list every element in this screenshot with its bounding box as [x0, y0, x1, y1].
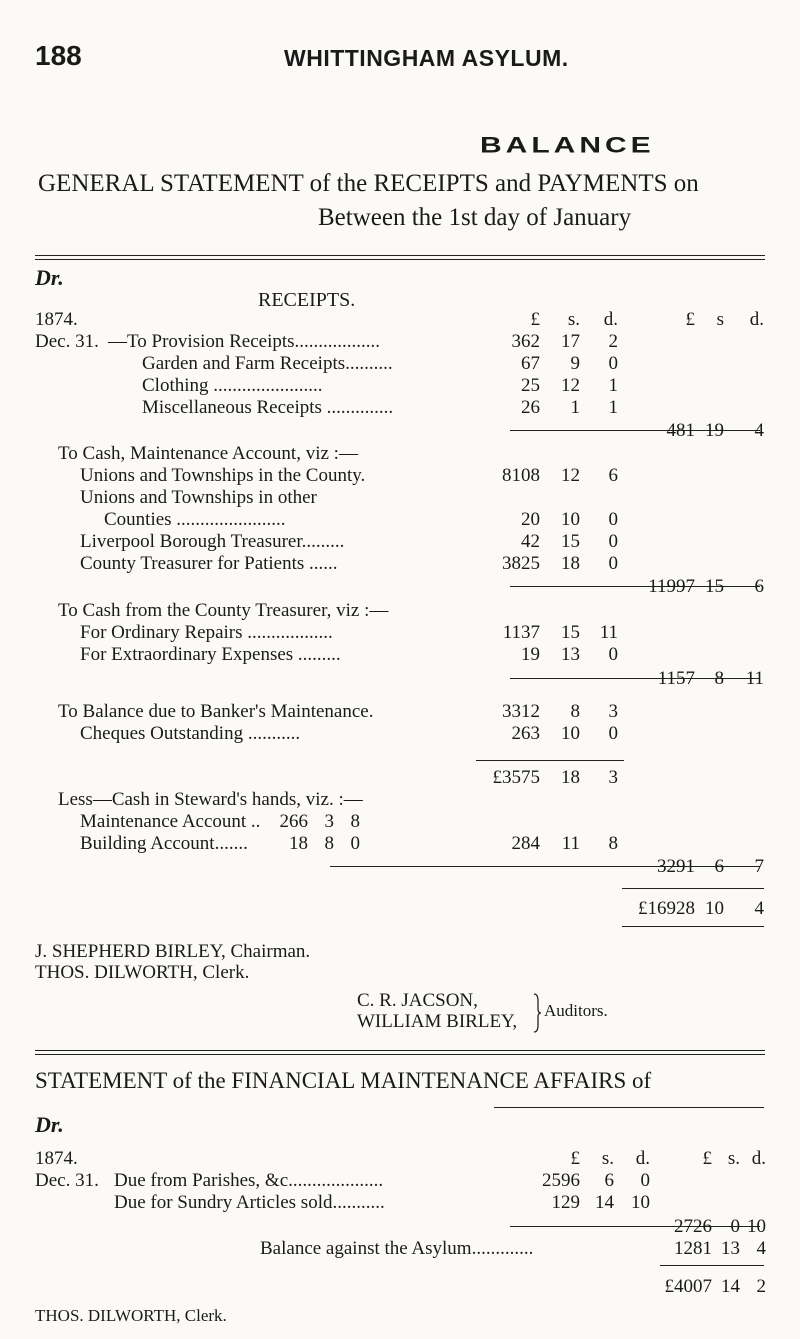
- rule: [622, 888, 764, 889]
- receipt-pence: 0: [608, 553, 618, 574]
- receipt-label: Cheques Outstanding ...........: [80, 723, 301, 744]
- receipt-label: County Treasurer for Patients ......: [80, 553, 338, 574]
- clerk-signature: THOS. DILWORTH, Clerk.: [35, 1306, 227, 1325]
- page-number: 188: [35, 40, 82, 71]
- col-pounds: £: [570, 1148, 580, 1169]
- receipt-pence: 2: [608, 331, 618, 352]
- statement-pence: 10: [631, 1192, 650, 1213]
- subtotal-pence: 10: [747, 1216, 766, 1237]
- auditors-label: Auditors.: [544, 1001, 608, 1020]
- col-pence: d.: [603, 309, 618, 330]
- less-total-pence: 8: [608, 833, 618, 854]
- section-rule: [35, 1050, 765, 1055]
- dr-label: Dr.: [35, 265, 64, 290]
- receipt-pence: 0: [608, 644, 618, 665]
- col-total-shillings: s.: [727, 1148, 740, 1169]
- total-pounds: 11997: [648, 576, 695, 597]
- col-shillings: s.: [567, 309, 580, 330]
- subtotal-pounds: £3575: [492, 767, 540, 788]
- receipt-shillings: 12: [561, 465, 580, 486]
- balance-title: BALANCE: [480, 133, 655, 158]
- less-pence: 0: [350, 833, 360, 854]
- receipt-pence: 0: [608, 723, 618, 744]
- col-total-pounds: £: [685, 309, 695, 330]
- running-head: WHITTINGHAM ASYLUM.: [284, 45, 569, 71]
- receipt-pounds: 8108: [502, 465, 540, 486]
- receipt-pounds: 19: [521, 644, 540, 665]
- title-rule: [35, 255, 765, 260]
- receipt-pounds: 263: [511, 723, 540, 744]
- title-line-2: Between the 1st day of January: [318, 204, 632, 231]
- statement-shillings: 14: [595, 1192, 614, 1213]
- total-pence: 4: [754, 420, 764, 441]
- receipt-pounds: 362: [511, 331, 540, 352]
- statement-heading: STATEMENT of the FINANCIAL MAINTENANCE AFFAIRS of: [35, 1068, 652, 1093]
- receipt-label: For Extraordinary Expenses .........: [80, 644, 341, 665]
- subtotal-pounds: 2726: [674, 1216, 712, 1237]
- less-label: Building Account.......: [80, 833, 248, 854]
- subtotal-pence: 3: [608, 767, 618, 788]
- receipt-label: Liverpool Borough Treasurer.........: [80, 531, 345, 552]
- total-pence: 7: [754, 856, 764, 877]
- year: 1874.: [35, 1148, 78, 1169]
- rule: [660, 1265, 764, 1266]
- receipt-pounds: 1137: [502, 622, 540, 643]
- col-total-pence: d.: [751, 1148, 766, 1169]
- less-shillings: 8: [324, 833, 334, 854]
- less-total-shillings: 11: [561, 833, 580, 854]
- col-pence: d.: [635, 1148, 650, 1169]
- total-pounds: 3291: [657, 856, 695, 877]
- receipt-shillings: 8: [570, 701, 580, 722]
- receipt-shillings: 1: [570, 397, 580, 418]
- dr-label: Dr.: [35, 1112, 64, 1137]
- total-shillings: 8: [714, 668, 724, 689]
- less-pounds: 18: [289, 833, 308, 854]
- receipt-pence: 3: [608, 701, 618, 722]
- receipt-shillings: 18: [561, 553, 580, 574]
- less-pence: 8: [350, 811, 360, 832]
- rule: [330, 866, 760, 867]
- group-intro: To Cash, Maintenance Account, viz :—: [58, 443, 358, 464]
- auditor-2: WILLIAM BIRLEY,: [357, 1011, 518, 1032]
- col-pounds: £: [530, 309, 540, 330]
- receipt-pounds: 20: [521, 509, 540, 530]
- receipt-pounds: 42: [521, 531, 540, 552]
- balance-pounds: 1281: [674, 1238, 712, 1259]
- total-shillings: 19: [705, 420, 724, 441]
- receipts-heading: RECEIPTS.: [258, 289, 356, 311]
- total-pounds: 1157: [657, 668, 695, 689]
- total-pounds: 481: [666, 420, 695, 441]
- title-line-1: GENERAL STATEMENT of the RECEIPTS and PAYMENTS on: [38, 170, 699, 197]
- subtotal-shillings: 18: [561, 767, 580, 788]
- total-shillings: 6: [714, 856, 724, 877]
- year: 1874.: [35, 309, 78, 330]
- rule: [476, 760, 624, 761]
- statement-label: Due from Parishes, &c....................: [114, 1170, 384, 1191]
- grand-total-shillings: 10: [705, 898, 724, 919]
- total-pence: 6: [754, 576, 764, 597]
- less-intro: Less—Cash in Steward's hands, viz. :—: [58, 789, 363, 810]
- receipt-shillings: 10: [561, 723, 580, 744]
- subtotal-shillings: 0: [730, 1216, 740, 1237]
- statement-label: Due for Sundry Articles sold...........: [114, 1192, 385, 1213]
- receipt-pence: 1: [608, 375, 618, 396]
- statement-shillings: 6: [604, 1170, 614, 1191]
- grand-total-pounds: £4007: [664, 1276, 712, 1297]
- total-pence: 11: [745, 668, 764, 689]
- receipt-label: Counties .......................: [104, 509, 286, 530]
- statement-pence: 0: [640, 1170, 650, 1191]
- less-shillings: 3: [324, 811, 334, 832]
- clerk-signature: THOS. DILWORTH, Clerk.: [35, 962, 250, 983]
- statement-pounds: 2596: [542, 1170, 580, 1191]
- receipt-pence: 0: [608, 531, 618, 552]
- balance-pence: 4: [756, 1238, 766, 1259]
- col-shillings: s.: [601, 1148, 614, 1169]
- statement-pounds: 129: [551, 1192, 580, 1213]
- receipt-shillings: 12: [561, 375, 580, 396]
- col-total-pounds: £: [702, 1148, 712, 1169]
- rule: [622, 926, 764, 927]
- receipt-label: Unions and Townships in the County.: [80, 465, 366, 486]
- less-total-pounds: 284: [511, 833, 540, 854]
- total-shillings: 15: [705, 576, 724, 597]
- receipt-shillings: 15: [561, 531, 580, 552]
- chairman-signature: J. SHEPHERD BIRLEY, Chairman.: [35, 941, 311, 962]
- grand-total-pence: 4: [754, 898, 764, 919]
- receipt-pounds: 3312: [502, 701, 540, 722]
- rule: [494, 1107, 764, 1108]
- receipt-pence: 0: [608, 353, 618, 374]
- receipt-pounds: 67: [521, 353, 540, 374]
- receipt-pounds: 26: [521, 397, 540, 418]
- receipt-shillings: 15: [561, 622, 580, 643]
- date: Dec. 31.: [35, 1170, 99, 1191]
- grand-total-pence: 2: [756, 1276, 766, 1297]
- receipt-pence: 6: [608, 465, 618, 486]
- col-total-shillings: s: [716, 309, 724, 330]
- balance-label: Balance against the Asylum.............: [260, 1238, 534, 1259]
- receipt-label: —To Provision Receipts..................: [108, 331, 381, 352]
- receipt-label: Garden and Farm Receipts..........: [142, 353, 393, 374]
- receipt-pounds: 25: [521, 375, 540, 396]
- receipt-label: Unions and Townships in other: [80, 487, 317, 508]
- receipt-label: To Balance due to Banker's Maintenance.: [58, 701, 374, 722]
- receipt-pence: 1: [608, 397, 618, 418]
- balance-shillings: 13: [721, 1238, 740, 1259]
- receipt-pounds: 3825: [502, 553, 540, 574]
- grand-total-shillings: 14: [721, 1276, 740, 1297]
- receipt-pence: 11: [599, 622, 618, 643]
- receipt-label: Miscellaneous Receipts ..............: [142, 397, 394, 418]
- less-pounds: 266: [279, 811, 308, 832]
- auditor-1: C. R. JACSON,: [357, 990, 478, 1011]
- receipt-shillings: 13: [561, 644, 580, 665]
- receipt-shillings: 17: [561, 331, 580, 352]
- col-total-pence: d.: [749, 309, 764, 330]
- receipt-label: For Ordinary Repairs ..................: [80, 622, 333, 643]
- brace-icon: [532, 993, 542, 1033]
- date: Dec. 31.: [35, 331, 99, 352]
- group-intro: To Cash from the County Treasurer, viz :—: [58, 600, 389, 621]
- grand-total-pounds: £16928: [638, 898, 695, 919]
- receipt-shillings: 10: [561, 509, 580, 530]
- receipt-label: Clothing .......................: [142, 375, 323, 396]
- receipt-pence: 0: [608, 509, 618, 530]
- less-label: Maintenance Account ..: [80, 811, 261, 832]
- receipt-shillings: 9: [570, 353, 580, 374]
